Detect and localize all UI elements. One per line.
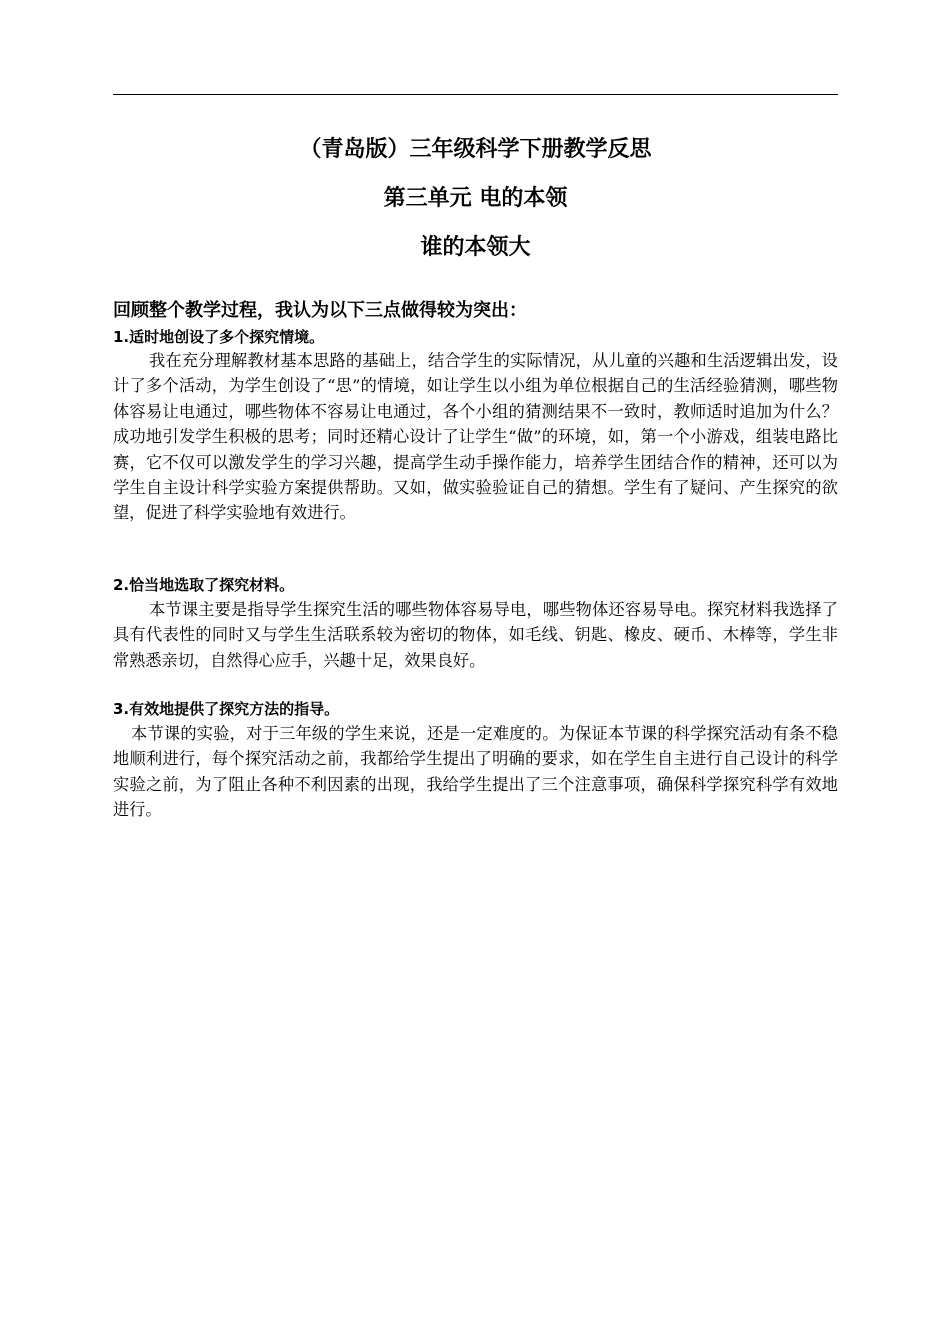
section-body-3: 本节课的实验，对于三年级的学生来说，还是一定难度的。为保证本节课的科学探究活动有条不稳地顺利进行，每个探究活动之前，我都给学生提出了明确的要求，如在学生自主进行自己设计的科学实验之前，为了阻止各种不利因素的出现，我给学生提出了三个注意事项，确保科学探究科学有效地进行。 (113, 724, 838, 820)
section-heading-3: 3.有效地提供了探究方法的指导。 (113, 700, 340, 718)
section-heading-1: 1.适时地创设了多个探究情境。 (113, 328, 325, 346)
lesson-title: 谁的本领大 (420, 235, 531, 260)
summary-heading: 回顾整个教学过程，我认为以下三点做得较为突出： (113, 300, 527, 321)
section-body-1: 我在充分理解教材基本思路的基础上，结合学生的实际情况，从儿童的兴趣和生活逻辑出发，设计了多个活动，为学生创设了“思”的情境，如让学生以小组为单位根据自己的生活经验猜测，哪些物体容易让电通过，哪些物体不容易让电通过，各个小组的猜测结果不一致时，教师适时追加为什么？成功地引发学生积极的思考；同时还精心设计了让学生“做”的环境，如，第一个小游戏，组装电路比赛，它不仅可以激发学生的学习兴趣，提高学生动手操作能力，培养学生团结合作的精神，还可以为学生自主设计科学实验方案提供帮助。又如，做实验验证自己的猜想。学生有了疑问、产生探究的欲望，促进了科学实验地有效进行。 (113, 351, 838, 523)
header-rule (113, 94, 838, 95)
section-body-2: 本节课主要是指导学生探究生活的哪些物体容易导电，哪些物体还容易导电。探究材料我选择了具有代表性的同时又与学生生活联系较为密切的物体，如毛线、钥匙、橡皮、硬币、木棒等，学生非常熟悉亲切，自然得心应手，兴趣十足，效果良好。 (113, 600, 838, 670)
document-title: （青岛版）三年级科学下册教学反思 (299, 137, 652, 162)
unit-title: 第三单元 电的本领 (383, 186, 568, 211)
section-heading-2: 2.恰当地选取了探究材料。 (113, 576, 295, 594)
